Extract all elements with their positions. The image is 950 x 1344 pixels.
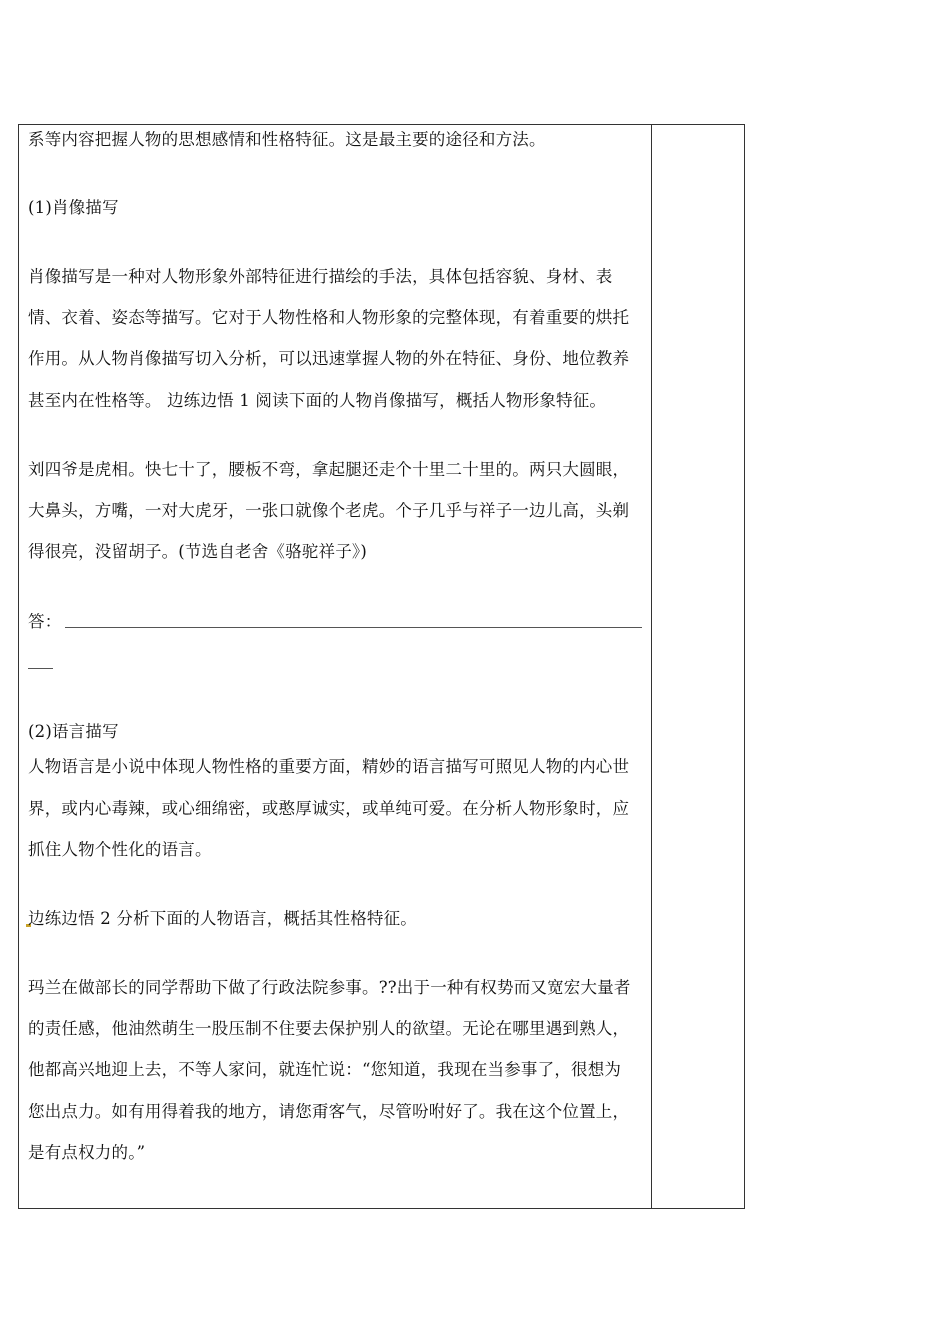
answer-blank-line[interactable] <box>65 627 642 628</box>
section-heading-language: (2)语言描写 <box>28 722 119 741</box>
answer-blank-line-continued[interactable] <box>28 668 53 669</box>
text-line: 肖像描写是一种对人物形象外部特征进行描绘的手法，具体包括容貌、身材、表 <box>28 267 613 286</box>
text-line: 刘四爷是虎相。快七十了，腰板不弯，拿起腿还走个十里二十里的。两只大圆眼， <box>28 460 630 479</box>
text-line: 大鼻头，方嘴，一对大虎牙，一张口就像个老虎。个子几乎与祥子一边儿高，头剃 <box>28 501 630 520</box>
text-line: 的责任感，他油然萌生一股压制不住要去保护别人的欲望。无论在哪里遇到熟人， <box>28 1019 630 1038</box>
text-line: 甚至内在性格等。 边练边悟 1 阅读下面的人物肖像描写，概括人物形象特征。 <box>28 391 607 410</box>
answer-label: 答： <box>28 612 62 631</box>
content-table <box>18 124 745 1209</box>
text-line: 系等内容把握人物的思想感情和性格特征。这是最主要的途径和方法。 <box>28 130 546 149</box>
text-line: 界，或内心毒辣，或心细绵密，或憨厚诚实，或单纯可爱。在分析人物形象时，应 <box>28 799 630 818</box>
exercise-heading: 边练边悟 2 分析下面的人物语言，概括其性格特征。 <box>28 909 417 928</box>
section-heading-portrait: (1)肖像描写 <box>28 198 119 217</box>
text-line: 您出点力。如有用得着我的地方，请您甭客气，尽管吩咐好了。我在这个位置上， <box>28 1102 630 1121</box>
text-line: 得很亮，没留胡子。(节选自老舍《骆驼祥子》) <box>28 542 368 561</box>
text-line: 情、衣着、姿态等描写。它对于人物性格和人物形象的完整体现，有着重要的烘托 <box>28 308 630 327</box>
text-line: 他都高兴地迎上去，不等人家问，就连忙说：“您知道，我现在当参事了，很想为 <box>28 1060 622 1079</box>
text-line: 人物语言是小说中体现人物性格的重要方面，精妙的语言描写可照见人物的内心世 <box>28 757 630 776</box>
text-line: 玛兰在做部长的同学帮助下做了行政法院参事。??出于一种有权势而又宽宏大量者 <box>28 978 631 997</box>
main-text-cell <box>19 125 651 1208</box>
text-line: 作用。从人物肖像描写切入分析，可以迅速掌握人物的外在特征、身份、地位教养 <box>28 349 630 368</box>
text-line: 抓住人物个性化的语言。 <box>28 840 212 859</box>
text-line: 是有点权力的。” <box>28 1143 146 1162</box>
column-divider <box>651 125 652 1208</box>
